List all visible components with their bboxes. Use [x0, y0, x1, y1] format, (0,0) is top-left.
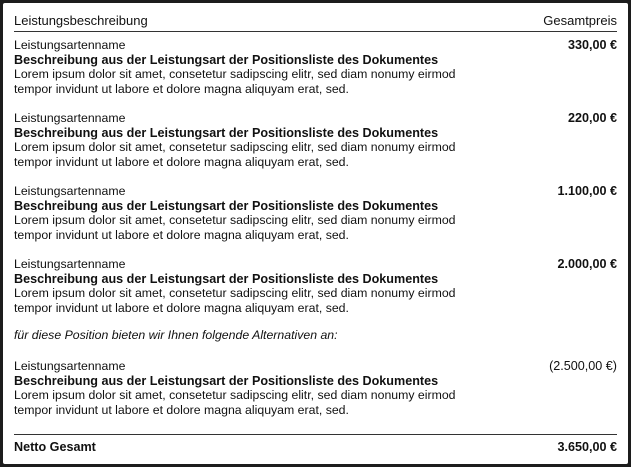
item-text: Lorem ipsum dolor sit amet, consetetur sadipscing elitr, sed diam nonumy eirmod tempor invidunt ut labore et dolore magna aliquyam erat, sed. — [14, 286, 456, 315]
item-title: Beschreibung aus der Leistungsart der Positionsliste des Dokumentes — [14, 198, 439, 213]
position-item — [14, 111, 617, 169]
total-row — [14, 434, 617, 457]
item-price: 1.100,00 € — [557, 184, 617, 198]
item-name: Leistungsartenname — [14, 38, 126, 52]
item-title: Beschreibung aus der Leistungsart der Positionsliste des Dokumentes — [14, 271, 439, 286]
item-text: Lorem ipsum dolor sit amet, consetetur sadipscing elitr, sed diam nonumy eirmod tempor invidunt ut labore et dolore magna aliquyam erat, sed. — [14, 213, 456, 242]
item-name: Leistungsartenname — [14, 111, 126, 125]
item-text: Lorem ipsum dolor sit amet, consetetur sadipscing elitr, sed diam nonumy eirmod tempor invidunt ut labore et dolore magna aliquyam erat, sed. — [14, 388, 456, 417]
alternatives-note: für diese Position bieten wir Ihnen folgende Alternativen an: — [14, 328, 338, 342]
table-header — [14, 9, 617, 32]
position-item — [14, 257, 617, 315]
item-title: Beschreibung aus der Leistungsart der Positionsliste des Dokumentes — [14, 125, 439, 140]
position-item — [14, 184, 617, 242]
item-price: 2.000,00 € — [557, 257, 617, 271]
total-value: 3.650,00 € — [557, 440, 617, 454]
alternative-price: (2.500,00 €) — [549, 359, 617, 373]
item-text: Lorem ipsum dolor sit amet, consetetur sadipscing elitr, sed diam nonumy eirmod tempor invidunt ut labore et dolore magna aliquyam erat, sed. — [14, 67, 456, 96]
item-price: 220,00 € — [567, 111, 617, 125]
item-name: Leistungsartenname — [14, 359, 126, 373]
item-name: Leistungsartenname — [14, 257, 126, 271]
document-page — [3, 3, 628, 464]
header-total-price: Gesamtpreis — [543, 13, 617, 28]
total-label: Netto Gesamt — [14, 440, 96, 454]
position-item — [14, 38, 617, 96]
header-description: Leistungsbeschreibung — [14, 13, 148, 28]
alternative-item — [14, 359, 617, 417]
item-name: Leistungsartenname — [14, 184, 126, 198]
item-title: Beschreibung aus der Leistungsart der Positionsliste des Dokumentes — [14, 373, 439, 388]
item-text: Lorem ipsum dolor sit amet, consetetur sadipscing elitr, sed diam nonumy eirmod tempor invidunt ut labore et dolore magna aliquyam erat, sed. — [14, 140, 456, 169]
item-title: Beschreibung aus der Leistungsart der Positionsliste des Dokumentes — [14, 52, 439, 67]
item-price: 330,00 € — [567, 38, 617, 52]
